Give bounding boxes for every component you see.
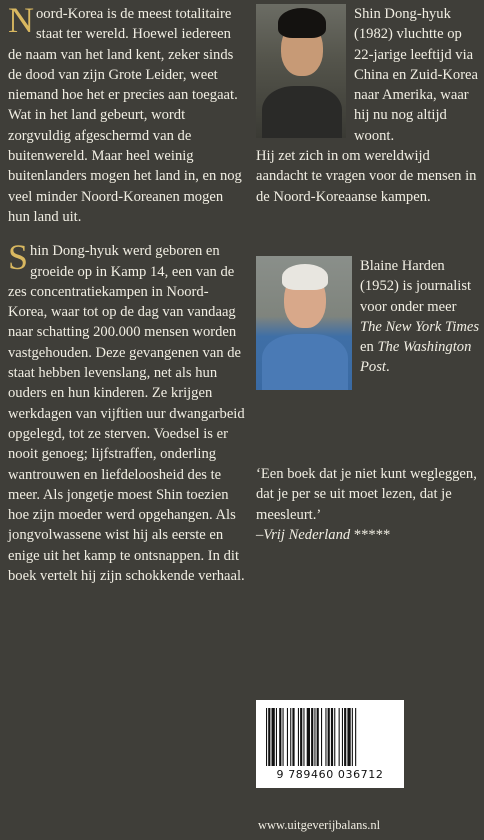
barcode-bar [287,708,288,766]
review-quote [256,464,482,545]
blurb-paragraph-1 [8,0,246,227]
barcode-bar [339,708,340,766]
barcode-bar [321,708,322,766]
author-bio-harden [360,256,480,378]
barcode-bar [352,708,353,766]
barcode-bar [344,708,346,766]
barcode-bar [334,708,335,766]
blurb-paragraph-1-text: oord-Korea is de meest totalitaire staat ter wereld. Hoewel iedereen de naam van het land kent, zeker sinds de dood van zijn Grote Leider, weet niemand hoe het er precies aan toegaat. Wat in het land gebeurt, wordt zorgvuldig afgeschermd van de buitenwereld. Maar heel weinig buitenlanders mogen het land in, en nog veel minder Noord-Koreanen mogen hun land uit. [8,6,242,225]
review-dash: – [256,526,264,543]
publication-nyt: The New York Times [360,318,480,335]
isbn-barcode [256,700,404,788]
bio-harden-mid: en [360,339,378,356]
barcode-bar [279,708,281,766]
dropcap-s: S [8,237,29,278]
barcode-bar [355,708,356,766]
bio-harden-end: . [385,359,390,376]
barcode-bar [303,708,304,766]
review-source-name: Vrij Nederland [263,526,351,543]
barcode-bar [314,708,315,766]
blurb-paragraph-2-text: hin Dong-hyuk werd geboren en groeide op in Kamp 14, een van de zes concentratiekampen in Noord-Korea, waar tot op de dag van vandaag naar schatting 200.000 mensen worden vastgehouden. Deze gevangenen van de staat hebben levenslang, net als hun ouders en hun kinderen. Ze krijgen werkdagen van vijftien uur dwangarbeid opgelegd, tot ze sterven. Voedsel is er nooit genoeg; lijfstraffen, onderling wantrouwen en liefdeloosheid des te meer. Als jongetje moest Shin toezien hoe zijn moeder werd opgehangen. Als jongvolwassene wist hij als eerste en enige uit het kamp te ontsnappen. In dit boek vertelt hij zijn schokkende verhaal. [8,243,245,585]
barcode-bar [298,708,299,766]
blurb-paragraph-2 [8,237,246,586]
barcode-bar [311,708,313,766]
photo-hair [282,264,328,290]
author-photo-harden [256,256,352,390]
author-bio-shin-top: Shin Dong-hyuk (1982) vluchtte op 22-jarige leeftijd via China en Zuid-Korea naar Amerika, waar hij nu nog altijd woont. [354,6,479,144]
barcode-bar [331,708,333,766]
author-bio-shin-bottom: Hij zet zich in om wereldwijd aandacht te vragen voor de mensen in de Noord-Koreaanse kampen. [256,148,477,205]
barcode-bar [307,708,310,766]
barcode-bar [347,708,350,766]
photo-hair [278,8,326,38]
barcode-bar [325,708,326,766]
publication-wapo: The Washington Post [360,339,472,376]
bio-harden-start: Blaine Harden (1952) is journalist voor onder meer [360,258,472,315]
barcode-bar [276,708,277,766]
publisher-url: www.uitgeverijbalans.nl [258,818,381,832]
isbn-number: 9 789460 036712 [276,768,384,781]
author-photo-shin [256,4,346,138]
barcode-bar [268,708,270,766]
barcode-bar [317,708,319,766]
review-quote-text: ‘Een boek dat je niet kunt wegleggen, dat je per se uit moet lezen, dat je meesleurt.’ [256,466,477,523]
barcode-bar [272,708,275,766]
back-cover-blurb [8,0,246,600]
barcode-bar [328,708,330,766]
barcode-bar [300,708,302,766]
review-stars: ***** [350,526,391,543]
barcode-bars [266,708,394,766]
review-source [256,525,482,545]
barcode-bar [266,708,267,766]
barcode-bar [283,708,284,766]
barcode-bar [342,708,343,766]
photo-shirt [262,86,342,138]
barcode-bar [292,708,294,766]
dropcap-n: N [8,0,34,40]
barcode-bar [290,708,291,766]
photo-shirt [262,334,348,390]
